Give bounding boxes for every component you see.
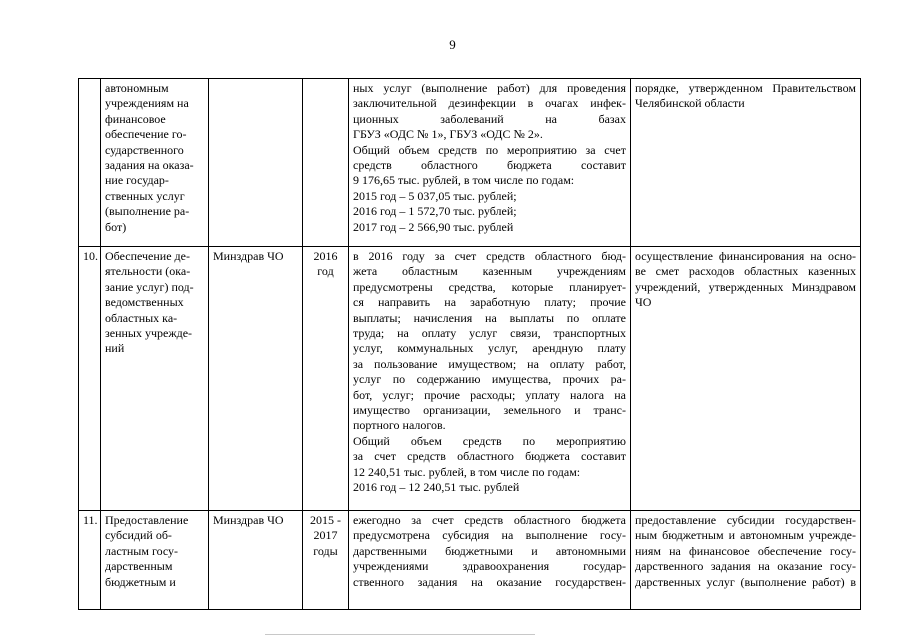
measures-table (78, 78, 861, 610)
period (303, 511, 349, 610)
cell-text-line: предусмотрены средства, которые планирует- (353, 279, 626, 294)
cell-text-line: учреждений, утвержденных Минздравом (635, 279, 856, 294)
cell-text-line: 2016 (313, 249, 338, 263)
cell-text-line: ся направить на заработную плату; прочие (353, 295, 626, 310)
cell-text-line: обеспечение го- (105, 127, 187, 142)
table-row (79, 79, 861, 247)
cell-text-line: 2017 год – 2 566,90 тыс. рублей (353, 219, 514, 234)
cell-text-line: бот) (105, 219, 127, 234)
cell-text-line: выплаты; начисления на выплаты по оплате (353, 310, 626, 325)
measure-name (101, 511, 209, 610)
cell-text-line: 2015 год – 5 037,05 тыс. рублей; (353, 188, 517, 203)
cell-text-line: зенных учрежде- (105, 326, 193, 341)
cell-text-line: бот, услуг; прочие расходы; уплату налога на (353, 387, 626, 402)
cell-text-line: ГБУЗ «ОДС № 1», ГБУЗ «ОДС № 2». (353, 127, 543, 142)
cell-text-line: заключительной дезинфекции в очагах инфек- (353, 96, 626, 111)
cell-text-line: в 2016 году за счет средств областного бюд- (353, 249, 626, 263)
cell-text-line: ластным госу- (105, 543, 179, 558)
cell-text-line: Минздрав ЧО (213, 249, 284, 263)
cell-text-line: 11. (83, 513, 98, 527)
cell-text-line: Обеспечение де- (105, 249, 190, 263)
executor (209, 511, 303, 610)
cell-text-line: Челябинской области (635, 96, 745, 111)
cell-text-line: ний (105, 341, 125, 356)
cell-text-line: ным бюджетным и автономным учрежде- (635, 528, 856, 543)
cell-text-line: ционных заболеваний на базах (353, 111, 626, 126)
cell-text-line: дарственного задания на оказание госу- (635, 559, 856, 574)
row-number (79, 511, 101, 610)
row-number (79, 79, 101, 247)
cell-text-line: (выполнение ра- (105, 204, 190, 219)
period (303, 247, 349, 511)
row-number (79, 247, 101, 511)
cell-text-line: жета областным казенным учреждениям (353, 264, 626, 279)
cell-text-line: за пользование имуществом; на оплату работ, (353, 356, 626, 371)
cell-text-line: ниям на финансовое обеспечение госу- (635, 543, 856, 558)
cell-text-line: услуг по содержанию имущества, прочих ра- (353, 372, 626, 387)
cell-text-line: Общий объем средств по мероприятию за счет (353, 142, 626, 157)
cell-text-line: ственных услуг (105, 188, 185, 203)
cell-text-line: предоставление субсидии государствен- (635, 513, 856, 527)
cell-text-line: 2015 - (310, 513, 341, 527)
cell-text-line: 2017 (313, 528, 338, 543)
scan-artifact-line (265, 634, 535, 635)
cell-text-line: порядке, утвержденном Правительством (635, 81, 856, 95)
cell-text-line: бюджетным и (105, 574, 176, 589)
cell-text-line: ве смет расходов областных казенных (635, 264, 856, 279)
cell-text-line: год (317, 264, 334, 279)
measures-table-body (79, 79, 861, 610)
cell-text-line: портного налогов. (353, 418, 446, 433)
cell-text-line: 2016 год – 1 572,70 тыс. рублей; (353, 204, 517, 219)
table-row (79, 247, 861, 511)
cell-text-line: учреждениям на (105, 96, 189, 111)
cell-text-line: имущество организации, земельного и транс- (353, 403, 626, 418)
cell-text-line: областных ка- (105, 310, 178, 325)
cell-text-line: ятельности (ока- (105, 264, 191, 279)
cell-text-line: услуг, коммунальных услуг, арендную плату (353, 341, 626, 356)
cell-text-line: годы (313, 543, 338, 558)
cell-text-line: автономным (105, 81, 169, 95)
expected-result (631, 247, 861, 511)
executor (209, 79, 303, 247)
page-number: 9 (449, 37, 456, 52)
cell-text-line: дарственным (105, 559, 173, 574)
measure-description (349, 79, 631, 247)
cell-text-line: ние государ- (105, 173, 169, 188)
cell-text-line: предусмотрена субсидия на выполнение госу- (353, 528, 626, 543)
cell-text-line: зание услуг) под- (105, 279, 194, 294)
cell-text-line: сударственного (105, 142, 184, 157)
cell-text-line: 12 240,51 тыс. рублей, в том числе по годам: (353, 464, 581, 479)
cell-text-line: ведомственных (105, 295, 184, 310)
measure-name (101, 247, 209, 511)
cell-text-line: средств областного бюджета составит (353, 158, 626, 173)
cell-text-line: учреждениями здравоохранения государ- (353, 559, 626, 574)
cell-text-line: Предоставление (105, 513, 189, 527)
table-row (79, 511, 861, 610)
cell-text-line: финансовое (105, 111, 166, 126)
cell-text-line: Общий объем средств по мероприятию (353, 433, 626, 448)
measure-description (349, 247, 631, 511)
cell-text-line: 10. (83, 249, 98, 263)
measure-description (349, 511, 631, 610)
executor (209, 247, 303, 511)
cell-text-line: дарственных услуг (выполнение работ) в (635, 574, 856, 589)
cell-text-line: ственного задания на оказание государствен- (353, 574, 626, 589)
cell-text-line: за счет средств областного бюджета составит (353, 449, 626, 464)
period (303, 79, 349, 247)
expected-result (631, 79, 861, 247)
cell-text-line: ных услуг (выполнение работ) для проведения (353, 81, 626, 95)
measure-name (101, 79, 209, 247)
cell-text-line: субсидий об- (105, 528, 172, 543)
cell-text-line: задания на оказа- (105, 158, 194, 173)
expected-result (631, 511, 861, 610)
cell-text-line: труда; на оплату услуг связи, транспортных (353, 326, 626, 341)
cell-text-line: осуществление финансирования на осно- (635, 249, 856, 263)
cell-text-line: ежегодно за счет средств областного бюджета (353, 513, 626, 527)
cell-text-line: Минздрав ЧО (213, 513, 284, 527)
cell-text-line: ЧО (635, 295, 652, 310)
cell-text-line: 9 176,65 тыс. рублей, в том числе по годам: (353, 173, 575, 188)
cell-text-line: дарственными бюджетными и автономными (353, 543, 626, 558)
cell-text-line: 2016 год – 12 240,51 тыс. рублей (353, 480, 520, 495)
